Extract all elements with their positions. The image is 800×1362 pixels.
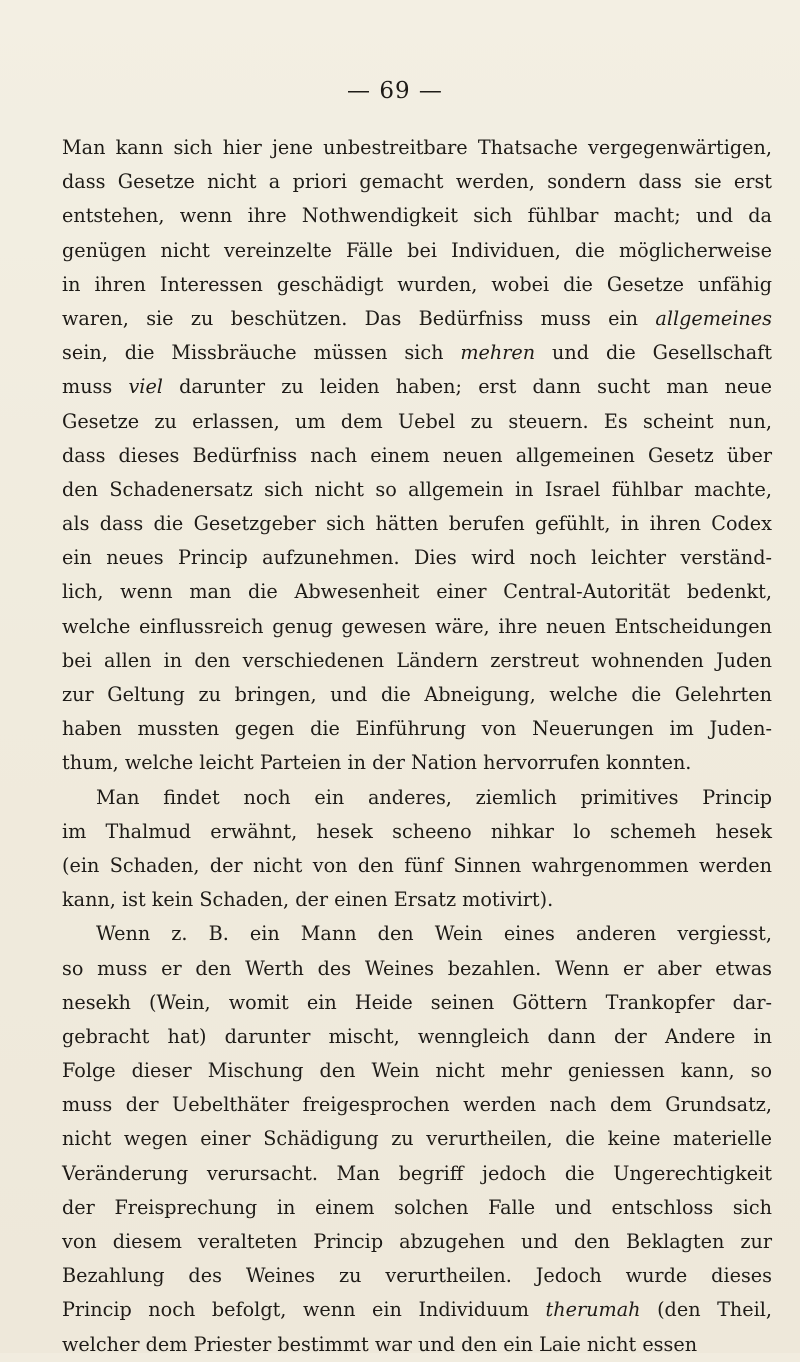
text-line <box>62 1157 772 1191</box>
text-segment: dass Gesetze nicht a priori gemacht werden, sondern dass sie erst <box>62 170 772 194</box>
text-line <box>62 1225 772 1259</box>
text-line <box>62 917 772 951</box>
text-segment: so muss er den Werth des Weines bezahlen. Wenn er aber etwas <box>62 956 772 980</box>
text-line <box>62 439 772 473</box>
text-segment: als dass die Gesetzgeber sich hätten berufen gefühlt, in ihren Codex <box>62 512 772 536</box>
text-line <box>62 575 772 609</box>
text-line <box>62 1328 772 1362</box>
text-segment: kann, ist kein Schaden, der einen Ersatz motivirt). <box>62 888 554 912</box>
text-segment: Veränderung verursacht. Man begriff jedoch die Ungerechtigkeit <box>62 1161 772 1185</box>
text-line <box>62 405 772 439</box>
text-line <box>62 610 772 644</box>
text-line <box>62 302 772 336</box>
text-line <box>62 1054 772 1088</box>
text-line <box>62 644 772 678</box>
text-segment: genügen nicht vereinzelte Fälle bei Individuen, die möglicherweise <box>62 238 772 262</box>
text-line <box>62 268 772 302</box>
text-line <box>62 986 772 1020</box>
text-segment: (den Theil, <box>640 1298 772 1322</box>
text-segment: den Schadenersatz sich nicht so allgemein in Israel fühlbar machte, <box>62 477 772 501</box>
text-line <box>62 712 772 746</box>
text-segment: Man kann sich hier jene unbestreitbare Thatsache vergegenwärtigen, <box>62 136 772 159</box>
text-segment: Bezahlung des Weines zu verurtheilen. Jedoch wurde dieses <box>62 1264 772 1288</box>
text-line <box>62 234 772 268</box>
paragraph <box>62 131 772 781</box>
text-line <box>62 1293 772 1327</box>
text-line <box>62 165 772 199</box>
text-segment: und die Gesellschaft <box>535 341 772 365</box>
text-segment: dass dieses Bedürfniss nach einem neuen allgemeinen Gesetz über <box>62 443 772 467</box>
emphasized-text: therumah <box>545 1298 641 1322</box>
text-segment: thum, welche leicht Parteien in der Nation hervorrufen konnten. <box>62 751 692 775</box>
text-line <box>62 849 772 883</box>
text-line <box>62 678 772 712</box>
text-segment: von diesem veralteten Princip abzugehen und den Beklagten zur <box>62 1230 772 1253</box>
emphasized-text: mehren <box>460 341 536 365</box>
text-line <box>62 781 772 815</box>
text-segment: Gesetze zu erlassen, um dem Uebel zu steuern. Es scheint nun, <box>62 409 772 433</box>
paragraph <box>62 781 772 918</box>
text-segment: Man findet noch ein anderes, ziemlich primitives Princip <box>96 785 772 809</box>
text-line <box>62 952 772 986</box>
text-line <box>62 131 772 165</box>
text-segment: darunter zu leiden haben; erst dann sucht man neue <box>162 375 772 399</box>
text-segment: der Freisprechung in einem solchen Falle und entschloss sich <box>62 1195 772 1219</box>
text-segment: waren, sie zu beschützen. Das Bedürfniss muss ein <box>62 306 656 330</box>
text-segment: muss der Uebelthäter freigesprochen werden nach dem Grundsatz, <box>62 1093 772 1117</box>
text-line <box>62 370 772 404</box>
text-line <box>62 1088 772 1122</box>
text-segment: gebracht hat) darunter mischt, wenngleich dann der Andere in <box>62 1024 772 1048</box>
text-segment: muss <box>62 375 129 399</box>
text-line <box>62 883 772 917</box>
text-line <box>62 1020 772 1054</box>
text-segment: (ein Schaden, der nicht von den fünf Sinnen wahrgenommen werden <box>62 853 772 877</box>
text-segment: Wenn z. B. ein Mann den Wein eines anderen vergiesst, <box>96 922 772 946</box>
body-text <box>62 131 772 1362</box>
text-segment: haben mussten gegen die Einführung von Neuerungen im Juden- <box>62 717 772 741</box>
text-segment: nicht wegen einer Schädigung zu verurtheilen, die keine materielle <box>62 1127 772 1151</box>
text-segment: sein, die Missbräuche müssen sich <box>62 341 461 365</box>
text-segment: bei allen in den verschiedenen Ländern zerstreut wohnenden Juden <box>62 648 772 672</box>
text-line <box>62 815 772 849</box>
text-line <box>62 1122 772 1156</box>
text-segment: im Thalmud erwähnt, hesek scheeno nihkar lo schemeh hesek <box>62 819 772 843</box>
text-line <box>62 336 772 370</box>
text-segment: lich, wenn man die Abwesenheit einer Central-Autorität bedenkt, <box>62 580 772 604</box>
text-line <box>62 1259 772 1293</box>
text-line <box>62 199 772 233</box>
text-segment: Princip noch befolgt, wenn ein Individuum <box>62 1298 546 1322</box>
text-line <box>62 746 772 780</box>
paragraph <box>62 917 772 1361</box>
emphasized-text: allgemeines <box>655 306 772 330</box>
text-segment: welcher dem Priester bestimmt war und den ein Laie nicht essen <box>62 1332 698 1356</box>
text-segment: in ihren Interessen geschädigt wurden, wobei die Gesetze unfähig <box>62 272 772 296</box>
text-segment: nesekh (Wein, womit ein Heide seinen Göttern Trankopfer dar- <box>62 990 772 1014</box>
text-line <box>62 473 772 507</box>
page-number: — 69 — <box>347 78 443 104</box>
text-line <box>62 1191 772 1225</box>
text-segment: entstehen, wenn ihre Nothwendigkeit sich fühlbar macht; und da <box>62 204 772 228</box>
text-line <box>62 541 772 575</box>
emphasized-text: viel <box>128 375 163 399</box>
text-line <box>62 507 772 541</box>
text-segment: zur Geltung zu bringen, und die Abneigung, welche die Gelehrten <box>62 683 772 706</box>
text-segment: Folge dieser Mischung den Wein nicht mehr geniessen kann, so <box>62 1059 772 1083</box>
text-segment: ein neues Princip aufzunehmen. Dies wird noch leichter verständ- <box>62 546 772 570</box>
text-segment: welche einflussreich genug gewesen wäre, ihre neuen Entscheidungen <box>62 614 772 638</box>
